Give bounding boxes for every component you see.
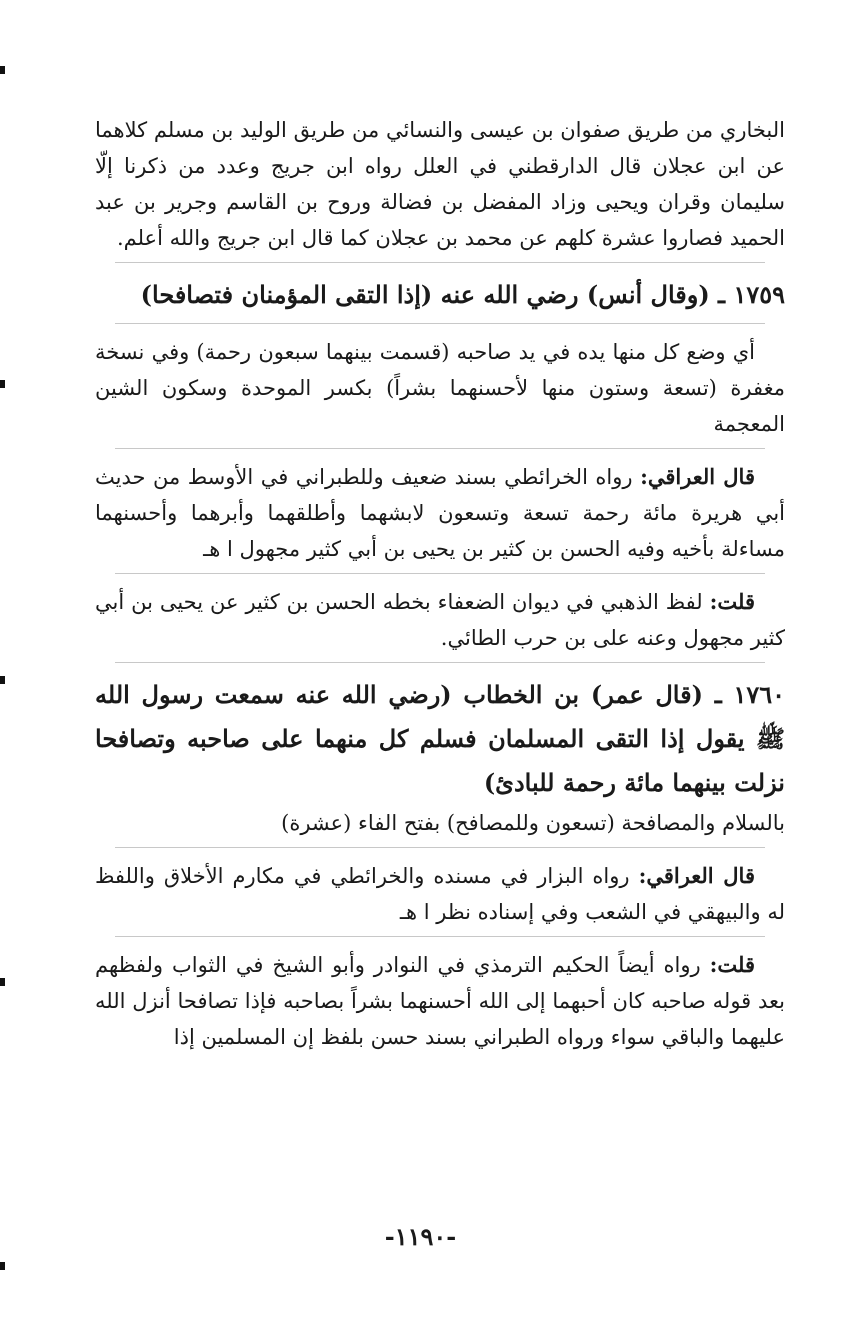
- hadith-number: ١٧٥٩ ـ: [718, 280, 785, 309]
- divider: [115, 936, 765, 937]
- margin-mark: [0, 380, 5, 388]
- author-note-paragraph: [95, 584, 785, 656]
- note-text: رواه البزار في مسنده والخرائطي في مكارم الأخلاق واللفظ له والبيهقي في الشعب وفي إسناده نظر ا هـ: [95, 864, 785, 924]
- iraqi-note-paragraph: [95, 858, 785, 930]
- note-lead: قلت:: [709, 589, 755, 614]
- note-lead: قال العراقي:: [638, 863, 755, 888]
- note-lead: قلت:: [709, 952, 755, 977]
- divider: [115, 847, 765, 848]
- margin-mark: [0, 1262, 5, 1270]
- margin-mark: [0, 66, 5, 74]
- note-text: لفظ الذهبي في ديوان الضعفاء بخطه الحسن بن كثير عن يحيى بن أبي كثير مجهول وعنه على بن حرب الطائي.: [95, 590, 785, 650]
- divider: [115, 573, 765, 574]
- page-number: -١١٩٠-: [384, 1222, 457, 1251]
- note-lead: قال العراقي:: [640, 464, 755, 489]
- hadith-heading-1759: [95, 273, 785, 317]
- iraqi-note-paragraph: [95, 459, 785, 567]
- note-text: رواه الخرائطي بسند ضعيف وللطبراني في الأوسط من حديث أبي هريرة مائة رحمة تسعة وتسعون لابشهما وأطلقهما وأبرهما وأحسنهما مساءلة بأخيه وفيه الحسن بن كثير بن يحيى بن أبي كثير مجهول ا هـ: [95, 465, 785, 561]
- paragraph-intro: البخاري من طريق صفوان بن عيسى والنسائي من طريق الوليد بن مسلم كلاهما عن ابن عجلان قال الدارقطني في العلل رواه ابن جريج وعدد من ذكرنا إلّا سليمان وقران ويحيى وزاد المفضل بن فضالة وروح بن القاسم وجرير بن عبد الحميد فصاروا عشرة كلهم عن محمد بن عجلان كما قال ابن جريج والله أعلم.: [95, 118, 785, 250]
- hadith-heading-1760: [95, 673, 785, 805]
- margin-mark: [0, 676, 5, 684]
- commentary-paragraph: أي وضع كل منها يده في يد صاحبه (قسمت بينهما سبعون رحمة) وفي نسخة مغفرة (تسعة وستون منها لأحسنهما بشراً) بكسر الموحدة وسكون الشين المعجمة: [95, 340, 785, 436]
- page-body: [95, 112, 785, 1055]
- note-text: رواه أيضاً الحكيم الترمذي في النوادر وأبو الشيخ في الثواب ولفظهم بعد قوله صاحبه كان أحبهما إلى الله أحسنهما بشراً بصاحبه فإذا تصافحا أنزل الله عليهما والباقي سواء ورواه الطبراني بسند حسن بلفظ إن المسلمين إذا: [95, 953, 785, 1049]
- divider: [115, 448, 765, 449]
- author-note-paragraph: [95, 947, 785, 1055]
- hadith-number: ١٧٦٠ ـ: [714, 680, 786, 709]
- margin-mark: [0, 978, 5, 986]
- hadith-text: (قال عمر) بن الخطاب (رضي الله عنه سمعت رسول الله ﷺ يقول إذا التقى المسلمان فسلم كل منهما على صاحبه وتصافحا نزلت بينهما مائة رحمة للبادئ): [95, 680, 785, 797]
- divider: [115, 662, 765, 663]
- divider: [115, 262, 765, 263]
- divider: [115, 323, 765, 324]
- commentary-paragraph: بالسلام والمصافحة (تسعون وللمصافح) بفتح الفاء (عشرة): [281, 811, 785, 835]
- hadith-text: (وقال أنس) رضي الله عنه (إذا التقى المؤمنان فتصافحا): [140, 280, 710, 309]
